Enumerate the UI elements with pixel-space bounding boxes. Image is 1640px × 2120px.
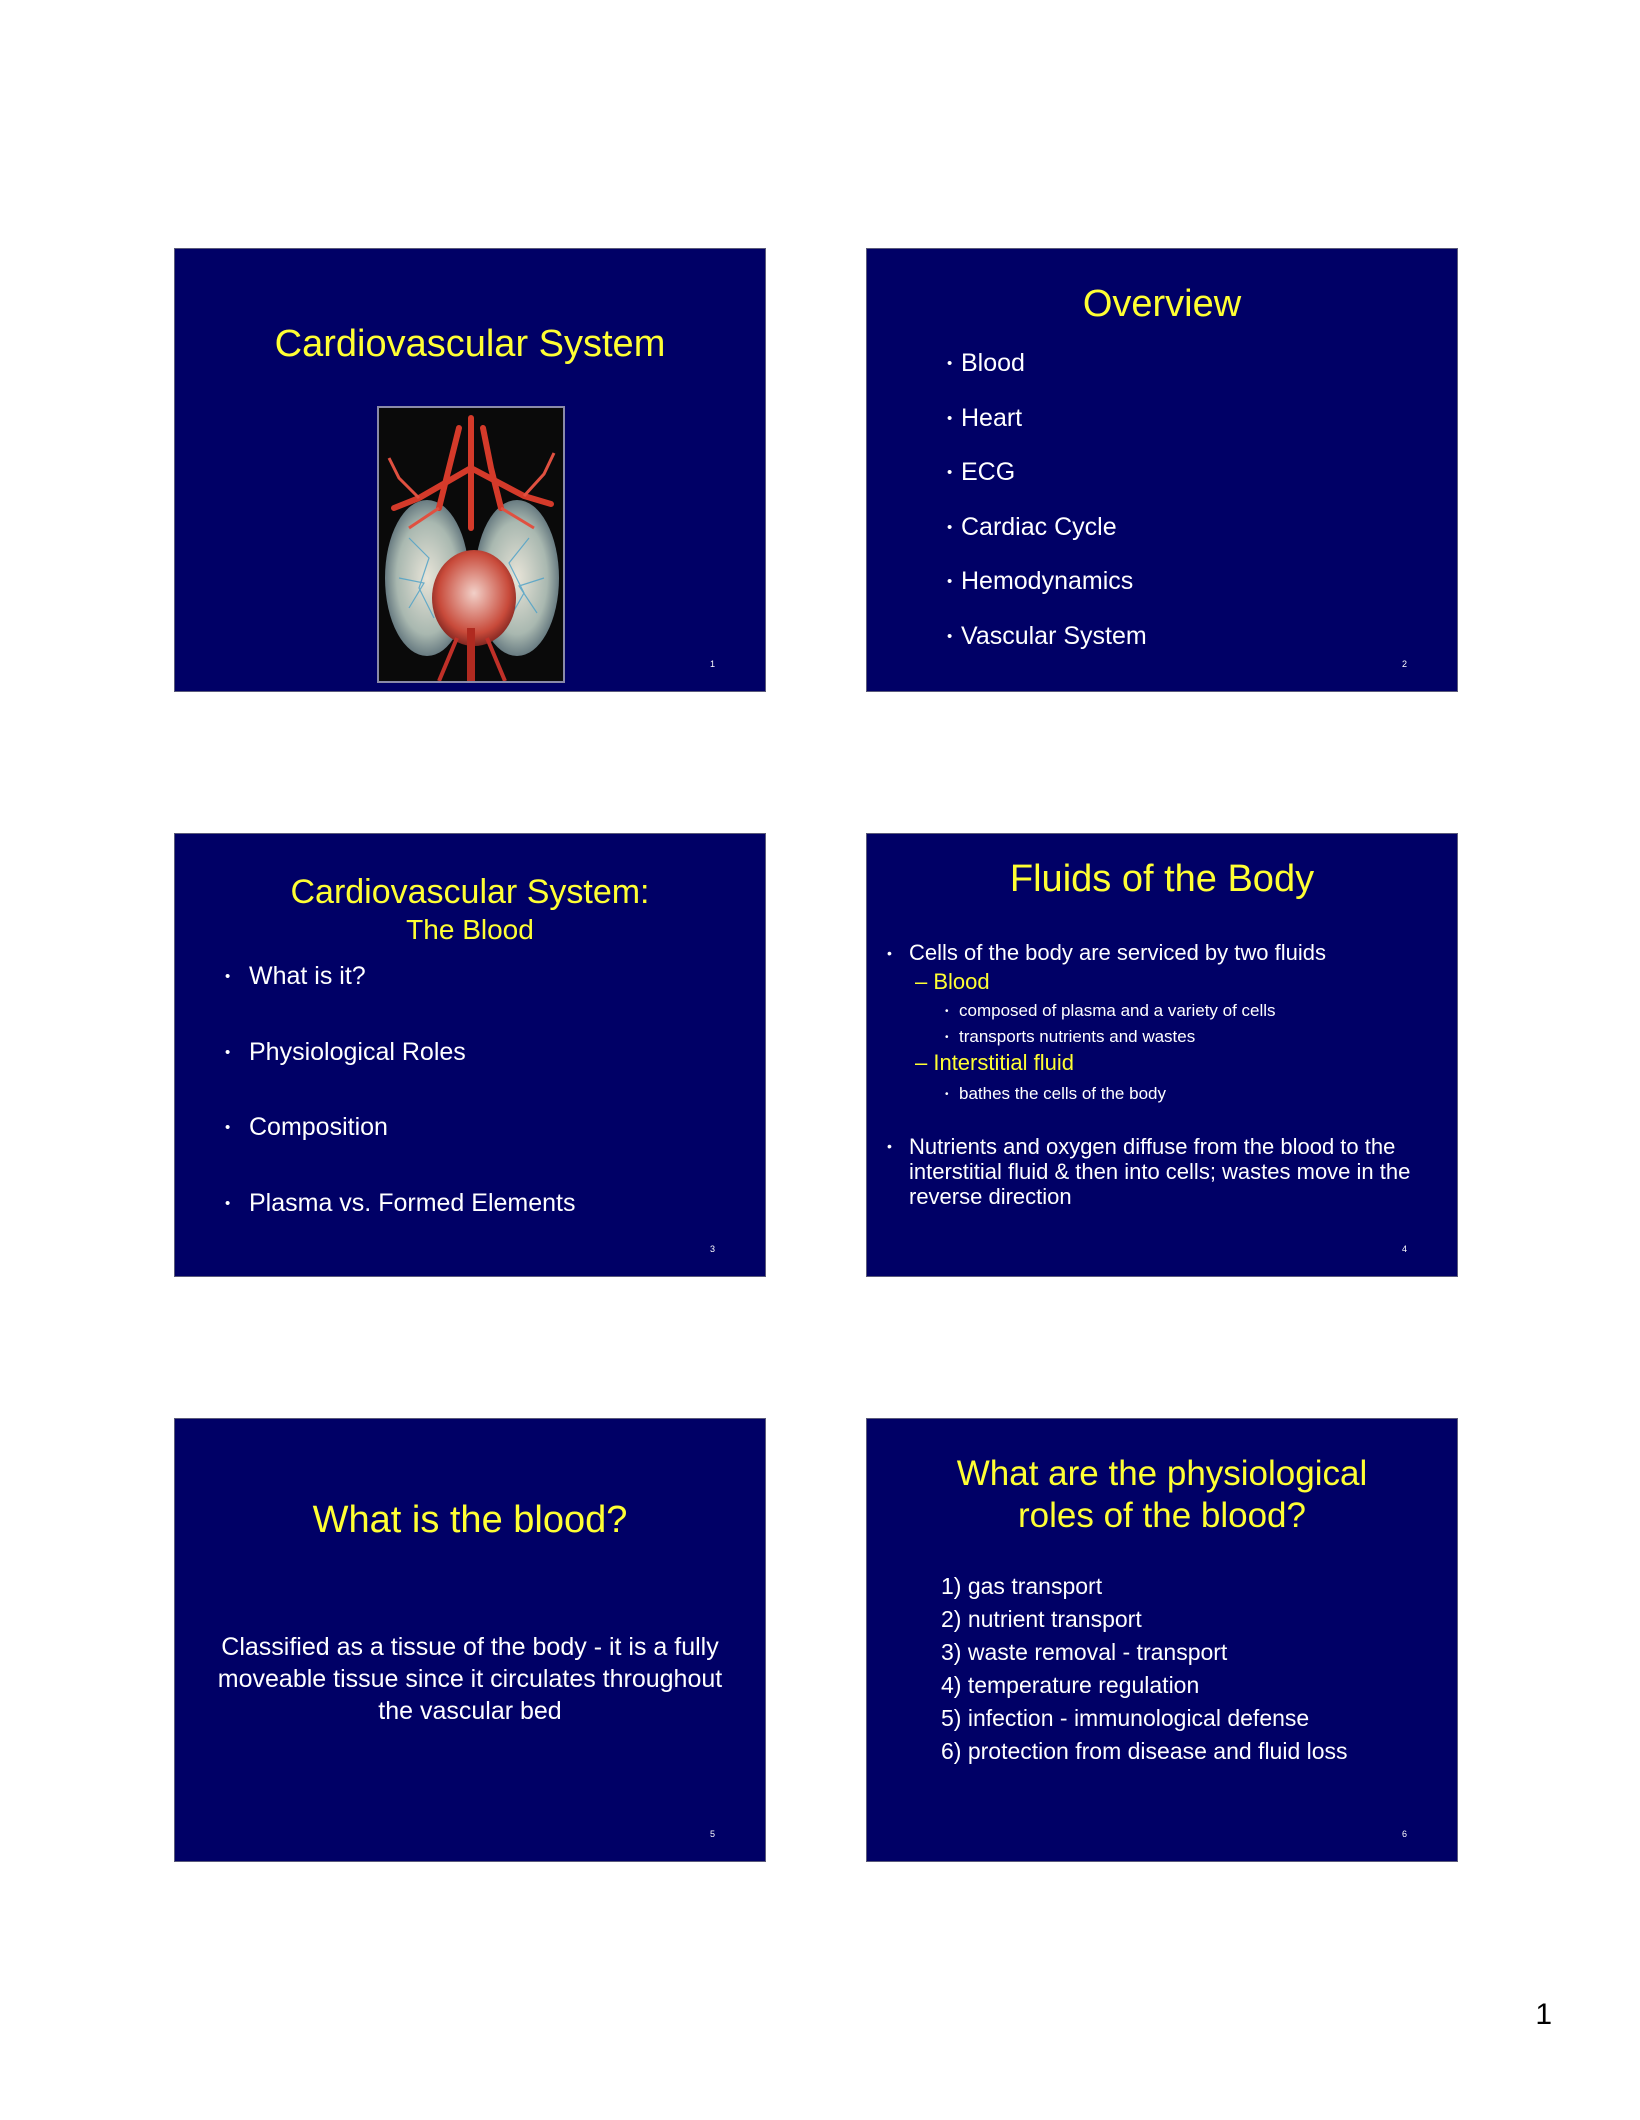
list-item: • Hemodynamics <box>947 567 1134 595</box>
slide-number: 4 <box>1401 1244 1407 1254</box>
list-item: • Plasma vs. Formed Elements <box>225 1188 576 1217</box>
list-item: • Physiological Roles <box>225 1037 466 1066</box>
slide-title: Overview <box>1082 283 1242 325</box>
list-item: 4) temperature regulation <box>941 1672 1200 1698</box>
slide-1 <box>174 248 766 692</box>
sub-sub-bullet: • composed of plasma and a variety of cells <box>945 1001 1276 1020</box>
slide-number: 1 <box>709 659 715 669</box>
list-item: 3) waste removal - transport <box>941 1639 1228 1665</box>
list-item: 1) gas transport <box>941 1573 1103 1599</box>
slide-6 <box>866 1418 1458 1862</box>
sub-sub-bullet: • bathes the cells of the body <box>945 1084 1166 1103</box>
slide-5 <box>174 1418 766 1862</box>
list-item: 6) protection from disease and fluid loss <box>941 1738 1348 1764</box>
list-item: • Blood <box>947 349 1025 377</box>
list-item: • Cardiac Cycle <box>947 512 1117 541</box>
bullet-marker: • <box>887 1138 892 1154</box>
slide-3 <box>174 833 766 1277</box>
slide-number: 5 <box>709 1829 715 1839</box>
list-item: 2) nutrient transport <box>941 1606 1142 1632</box>
sub-bullet-interstitial-fluid: – Interstitial fluid <box>915 1050 1074 1075</box>
list-item: • Composition <box>225 1113 388 1141</box>
list-item: • Vascular System <box>947 621 1147 650</box>
bullet-item: Nutrients and oxygen diffuse from the blood to the interstitial fluid & then into cells; wastes move in the reverse direction <box>909 1134 1411 1209</box>
numbered-list <box>941 1573 1348 1771</box>
page-number: 1 <box>1535 1998 1552 2031</box>
slide-subtitle: The Blood <box>406 914 534 945</box>
sub-bullet-blood: – Blood <box>915 969 990 994</box>
list-item: • ECG <box>947 458 1016 486</box>
bullet-list <box>225 962 576 1264</box>
list-item: • What is it? <box>225 962 366 990</box>
bullet-item: • Cells of the body are serviced by two fluids <box>887 940 1326 965</box>
slide-2 <box>866 248 1458 692</box>
slide-title: Cardiovascular System <box>274 323 666 365</box>
slide-number: 6 <box>1401 1829 1407 1839</box>
list-item: • Heart <box>947 403 1023 432</box>
slide-number: 3 <box>709 1244 715 1254</box>
slide-title: What is the blood? <box>312 1499 628 1541</box>
bullet-list <box>947 349 1147 676</box>
slide-title: Fluids of the Body <box>1009 858 1315 900</box>
list-item: 5) infection - immunological defense <box>941 1705 1310 1731</box>
slide-title: What are the physiological roles of the blood? <box>956 1454 1368 1535</box>
cardiovascular-anatomy-image <box>377 406 565 683</box>
slide-4 <box>866 833 1458 1277</box>
sub-sub-bullet: • transports nutrients and wastes <box>945 1027 1196 1046</box>
slide-title: Cardiovascular System: <box>290 873 650 911</box>
slide-number: 2 <box>1401 659 1407 669</box>
slide-body-text: Classified as a tissue of the body - it is a fully moveable tissue since it circulates throughout the vascular bed <box>217 1633 723 1725</box>
